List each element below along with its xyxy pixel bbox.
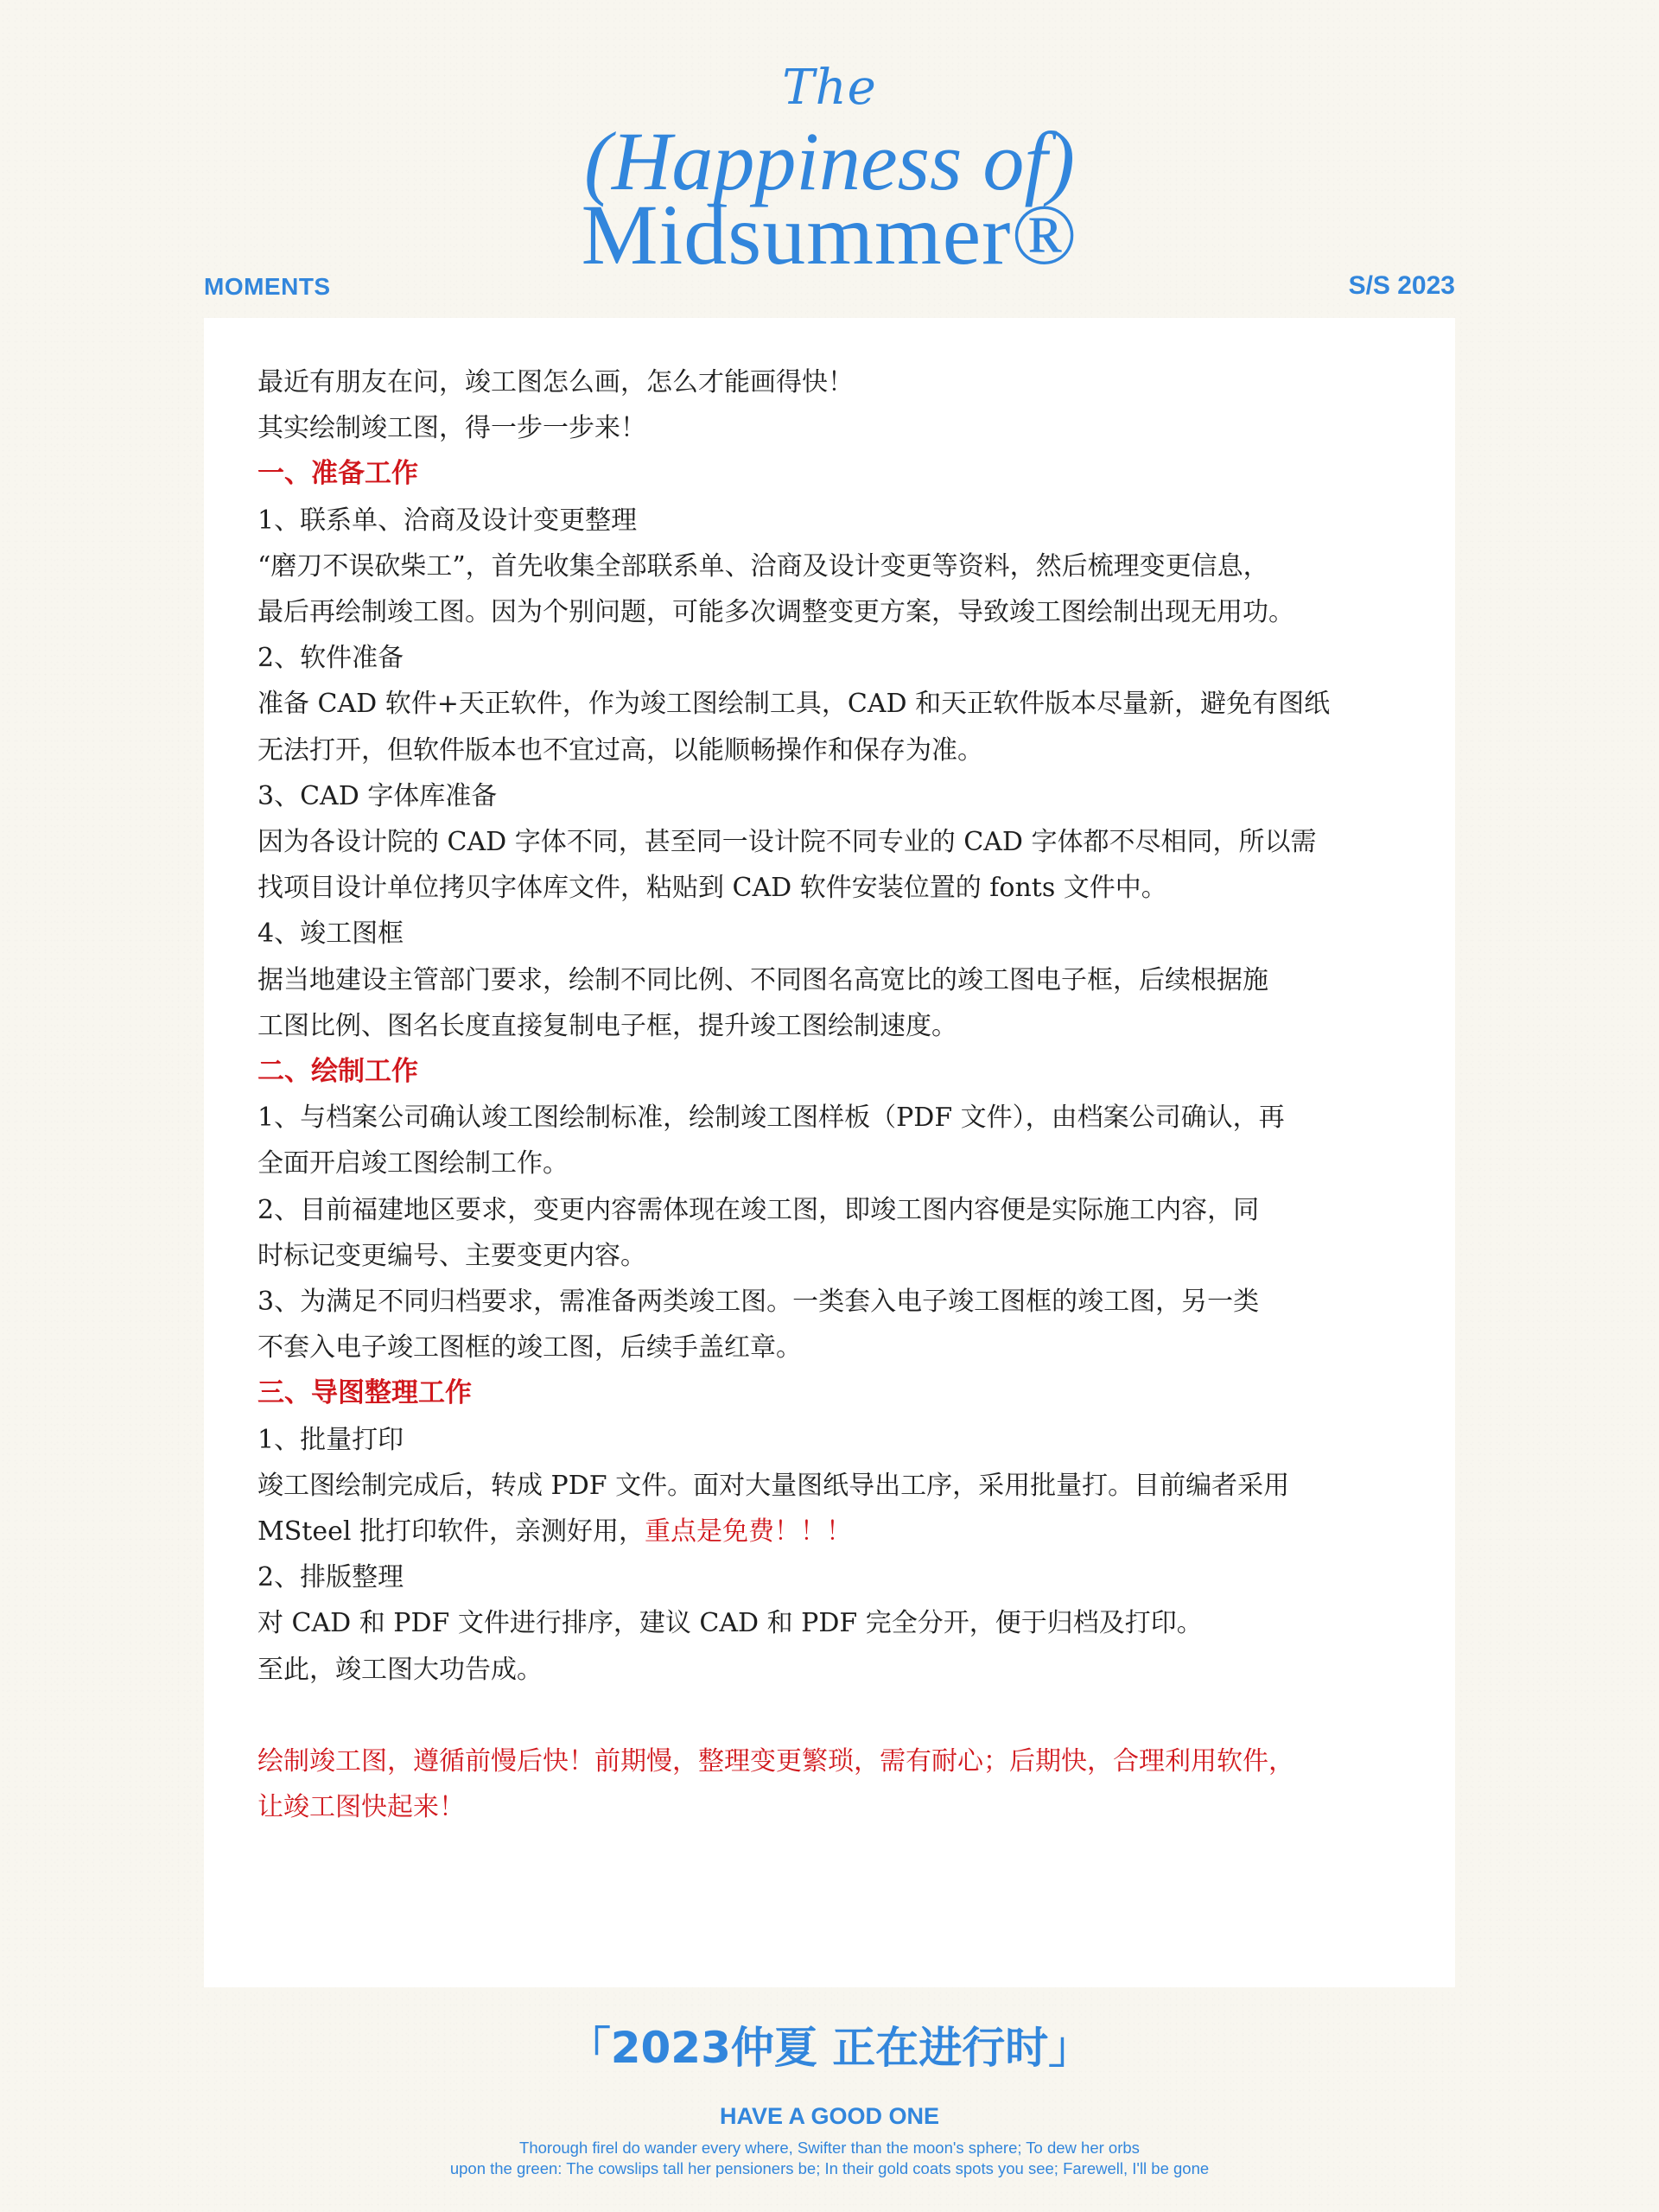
- normal-text: MSteel 批打印软件，亲测好用，: [257, 1516, 645, 1548]
- item-title: 4、竣工图框: [257, 918, 404, 950]
- season-label: S/S 2023: [1348, 271, 1455, 300]
- poem: [0, 2138, 1659, 2179]
- paragraph-line: 3、为满足不同归档要求，需准备两类竣工图。一类套入电子竣工图框的竣工图，另一类: [257, 1287, 1260, 1318]
- tagline: HAVE A GOOD ONE: [719, 2103, 940, 2129]
- paragraph-line: 准备 CAD 软件+天正软件，作为竣工图绘制工具，CAD 和天正软件版本尽量新，避免有图纸: [257, 689, 1331, 720]
- section-heading: 一、准备工作: [257, 458, 418, 490]
- item-title: 2、排版整理: [257, 1562, 404, 1593]
- intro-line: 其实绘制竣工图，得一步一步来！: [257, 413, 646, 444]
- highlight-free-text: 重点是免费！！！: [644, 1516, 852, 1548]
- summary-line: 绘制竣工图，遵循前慢后快！前期慢，整理变更繁琐，需有耐心；后期快，合理利用软件，: [257, 1746, 1294, 1777]
- paragraph-line: 找项目设计单位拷贝字体库文件，粘贴到 CAD 软件安装位置的 fonts 文件中。: [257, 873, 1167, 904]
- moments-label: MOMENTS: [204, 273, 331, 300]
- intro-line: 最近有朋友在问，竣工图怎么画，怎么才能画得快！: [257, 367, 854, 397]
- paragraph-line: 时标记变更编号、主要变更内容。: [257, 1240, 646, 1271]
- item-title: 1、批量打印: [257, 1424, 404, 1455]
- paragraph-line-mixed: [257, 1509, 1407, 1554]
- paragraph-line: 2、目前福建地区要求，变更内容需体现在竣工图，即竣工图内容便是实际施工内容，同: [257, 1194, 1260, 1225]
- closing-line: 至此，竣工图大功告成。: [257, 1654, 543, 1685]
- paragraph-line: 全面开启竣工图绘制工作。: [257, 1148, 569, 1179]
- section-heading: 三、导图整理工作: [257, 1377, 472, 1409]
- article-body: [257, 359, 1407, 1830]
- paragraph-line: 竣工图绘制完成后，转成 PDF 文件。面对大量图纸导出工序，采用批量打。目前编者采用: [257, 1470, 1290, 1501]
- summary-line: 让竣工图快起来！: [257, 1792, 465, 1823]
- article-card: [204, 318, 1455, 1987]
- title-happiness-of: (Happiness of): [584, 115, 1075, 207]
- title-the: The: [782, 60, 877, 116]
- item-title: 3、CAD 字体库准备: [257, 780, 498, 811]
- paragraph-line: 工图比例、图名长度直接复制电子框，提升竣工图绘制速度。: [257, 1010, 957, 1041]
- paragraph-line: 因为各设计院的 CAD 字体不同，甚至同一设计院不同专业的 CAD 字体都不尽相同，所以需: [257, 827, 1317, 858]
- section-heading: 二、绘制工作: [257, 1056, 418, 1088]
- paragraph-line: 不套入电子竣工图框的竣工图，后续手盖红章。: [257, 1332, 802, 1363]
- poem-line: Thorough firel do wander every where, Swifter than the moon's sphere; To dew her orbs: [519, 2139, 1140, 2157]
- paragraph-line: 据当地建设主管部门要求，绘制不同比例、不同图名高宽比的竣工图电子框，后续根据施: [257, 964, 1268, 995]
- item-title: 1、联系单、洽商及设计变更整理: [257, 505, 638, 536]
- paragraph-line: 无法打开，但软件版本也不宜过高，以能顺畅操作和保存为准。: [257, 734, 983, 766]
- paragraph-line: 最后再绘制竣工图。因为个别问题，可能多次调整变更方案，导致竣工图绘制出现无用功。: [257, 597, 1294, 628]
- spacer: [257, 1693, 1407, 1738]
- title-midsummer: Midsummer®: [581, 187, 1078, 283]
- poem-line: upon the green: The cowslips tall her pensioners be; In their gold coats spots you see; Farewell, I'll be gone: [449, 2159, 1210, 2177]
- paragraph-line: 1、与档案公司确认竣工图绘制标准，绘制竣工图样板（PDF 文件），由档案公司确认，再: [257, 1103, 1285, 1134]
- paragraph-line: 对 CAD 和 PDF 文件进行排序，建议 CAD 和 PDF 完全分开，便于归档及打印。: [257, 1608, 1203, 1639]
- item-title: 2、软件准备: [257, 643, 404, 674]
- paragraph-line: “磨刀不误砍柴工”，首先收集全部联系单、洽商及设计变更等资料，然后梳理变更信息，: [257, 550, 1269, 582]
- slogan: 「2023仲夏 正在进行时」: [567, 2023, 1092, 2073]
